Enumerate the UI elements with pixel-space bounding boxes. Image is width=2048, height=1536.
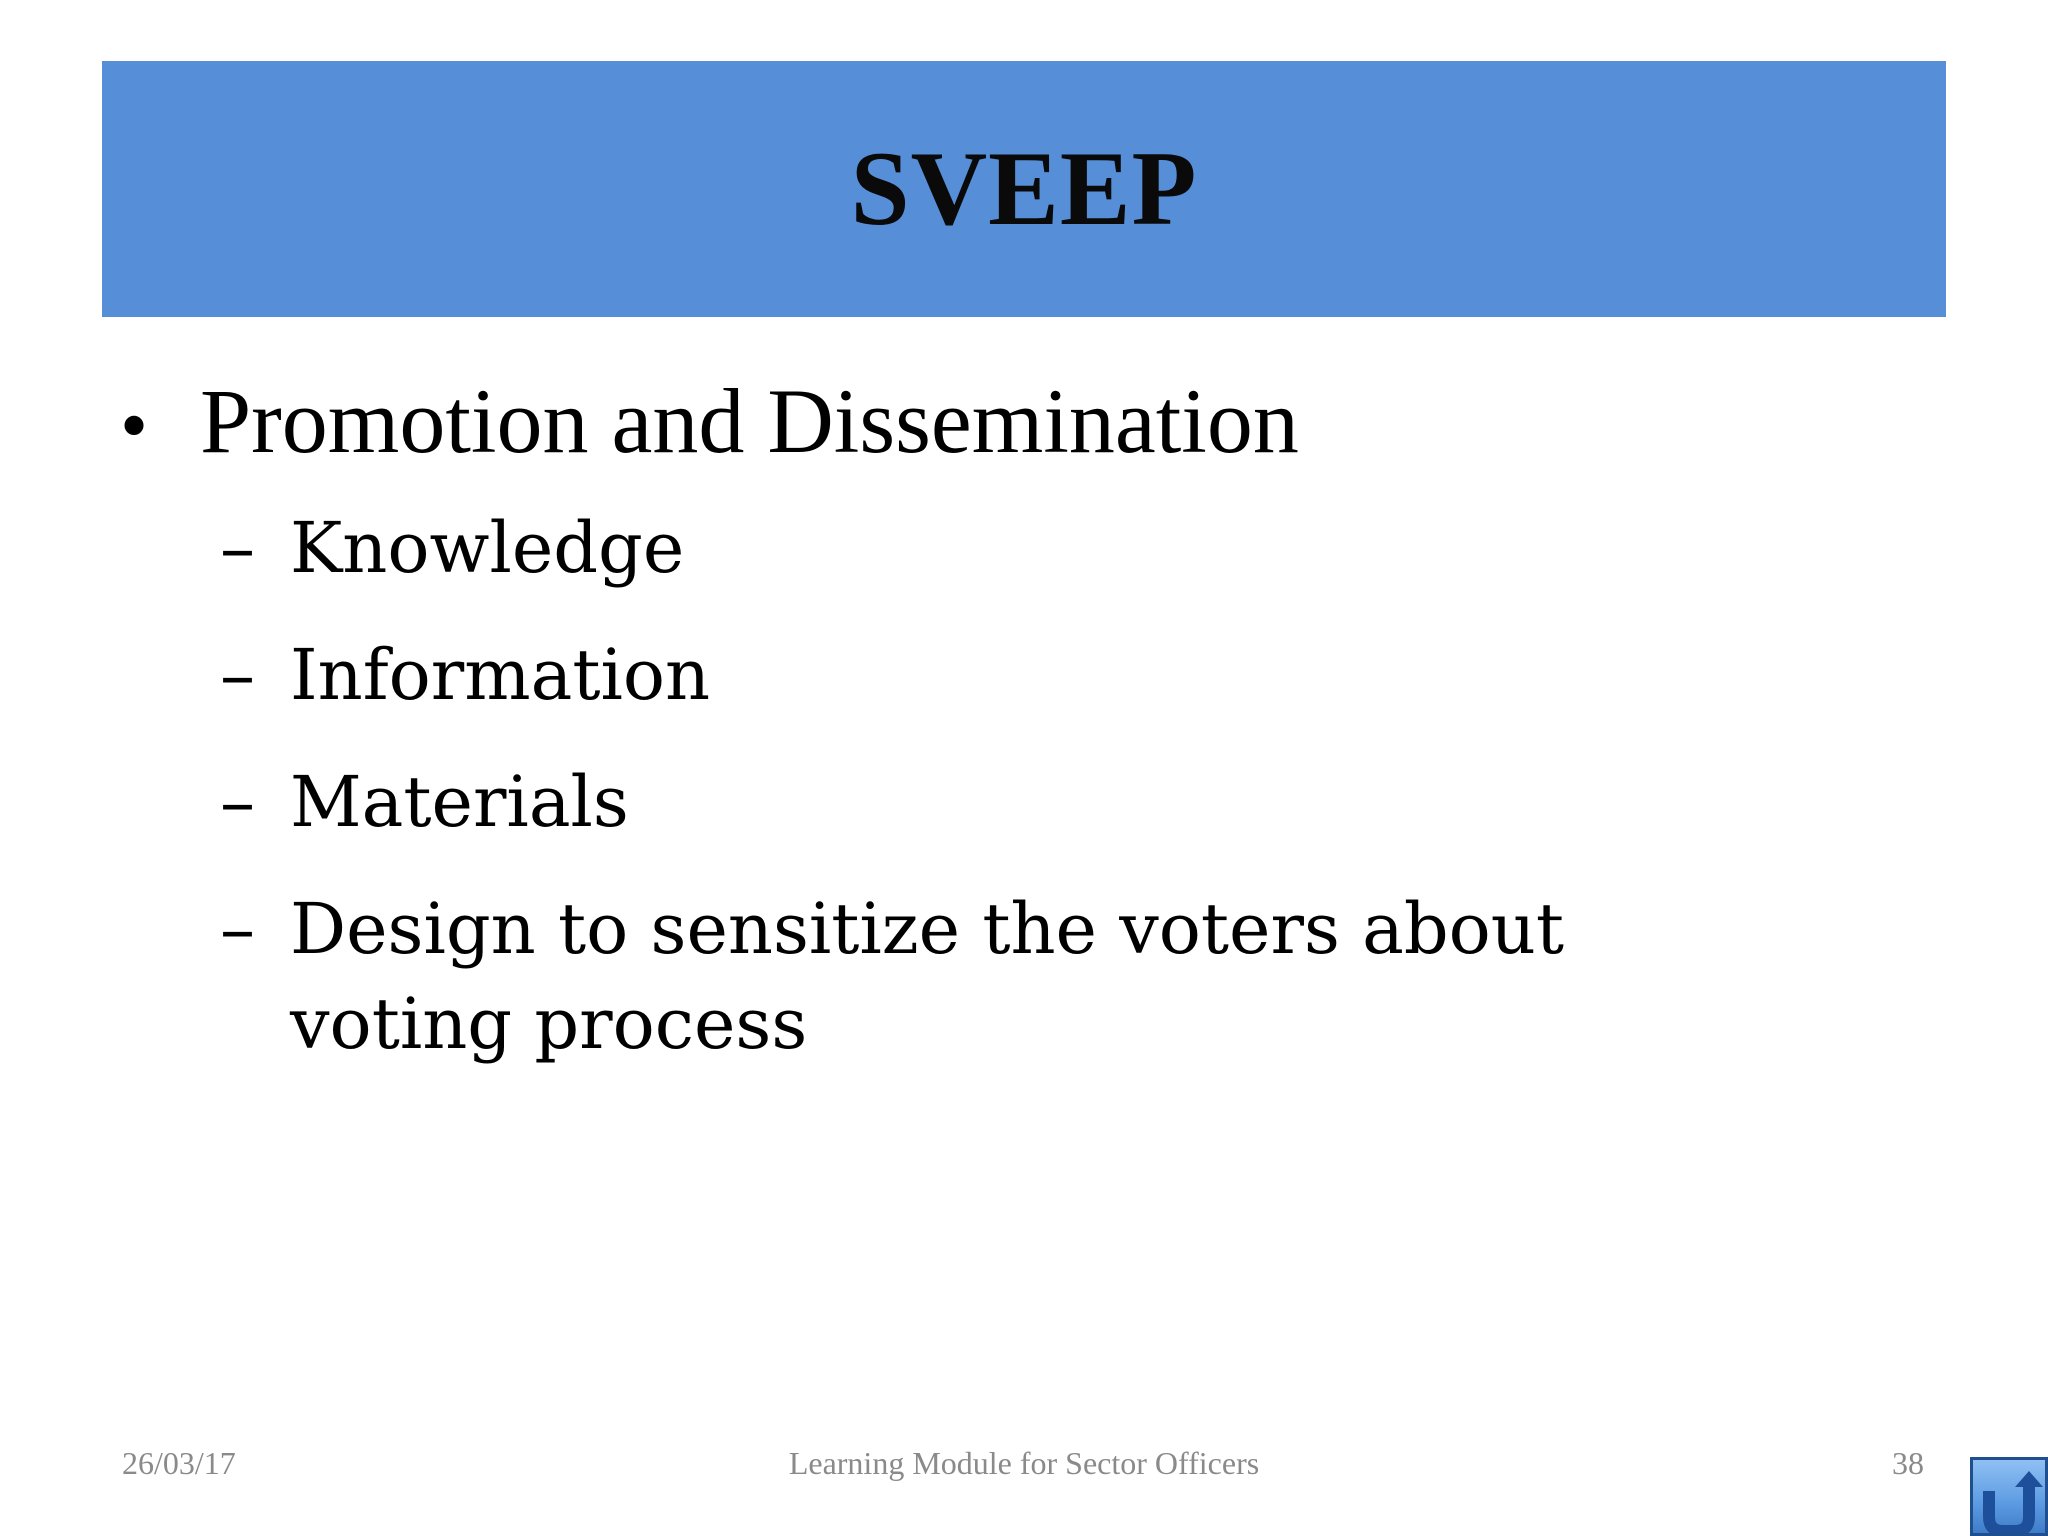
footer-date: 26/03/17	[122, 1445, 236, 1481]
footer-title: Learning Module for Sector Officers	[788, 1445, 1260, 1481]
sub-item-materials	[220, 759, 1820, 850]
sub-item-text: Materials	[290, 761, 629, 843]
sub-item-text: Knowledge	[290, 507, 685, 589]
dash-symbol: –	[220, 507, 255, 589]
sub-item-information	[220, 632, 1820, 723]
sub-item-knowledge	[220, 505, 1820, 596]
bullet-symbol: •	[120, 382, 149, 470]
dash-symbol: –	[220, 761, 255, 843]
dash-symbol: –	[220, 634, 255, 716]
sub-list	[220, 505, 1820, 1108]
bullet-text: Promotion and Dissemination	[200, 370, 1299, 472]
title-bar	[102, 61, 1946, 317]
sub-item-text: Information	[290, 634, 711, 716]
slide-title: SVEEP	[850, 130, 1198, 247]
dash-symbol: –	[220, 888, 255, 970]
bullet-item	[120, 370, 1299, 472]
page-number: 38	[1892, 1445, 1924, 1481]
sub-item-text: Design to sensitize the voters about voting process	[290, 888, 1565, 1065]
return-arrow-icon	[1975, 1471, 2043, 1533]
sub-item-design	[220, 886, 1820, 1072]
return-button[interactable]	[1970, 1457, 2048, 1536]
